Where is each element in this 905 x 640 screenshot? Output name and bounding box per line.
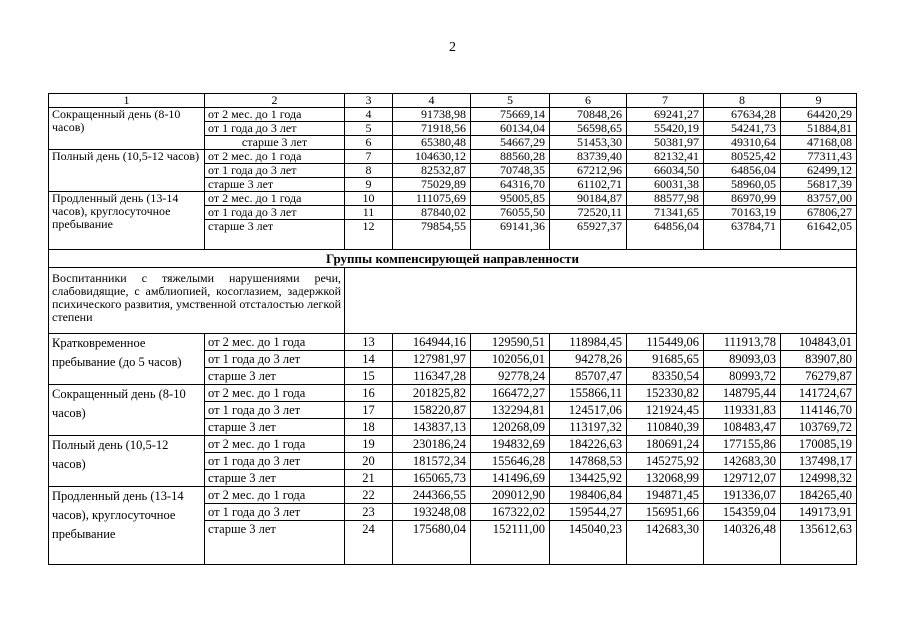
value-cell: 152330,82 xyxy=(627,385,704,402)
section-title: Группы компенсирующей направленности xyxy=(49,250,857,268)
value-cell: 141724,67 xyxy=(781,385,857,402)
value-cell: 104843,01 xyxy=(781,334,857,351)
row-index: 10 xyxy=(345,192,393,206)
value-cell: 193248,08 xyxy=(393,504,471,521)
value-cell: 56817,39 xyxy=(781,178,857,192)
value-cell: 75669,14 xyxy=(471,108,550,122)
row-index: 21 xyxy=(345,470,393,487)
table-row xyxy=(49,487,857,504)
age-cell: от 1 года до 3 лет xyxy=(205,122,345,136)
table-row xyxy=(49,436,857,453)
value-cell: 129590,51 xyxy=(471,334,550,351)
age-cell: от 2 мес. до 1 года xyxy=(205,192,345,206)
value-cell: 60031,38 xyxy=(627,178,704,192)
row-index: 20 xyxy=(345,453,393,470)
value-cell: 155646,28 xyxy=(471,453,550,470)
value-cell: 54241,73 xyxy=(704,122,781,136)
value-cell: 70848,26 xyxy=(550,108,627,122)
value-cell: 50381,97 xyxy=(627,136,704,150)
value-cell: 191336,07 xyxy=(704,487,781,504)
value-cell: 198406,84 xyxy=(550,487,627,504)
value-cell: 149173,91 xyxy=(781,504,857,521)
value-cell: 135612,63 xyxy=(781,521,857,565)
value-cell: 124998,32 xyxy=(781,470,857,487)
value-cell: 137498,17 xyxy=(781,453,857,470)
value-cell: 67806,27 xyxy=(781,206,857,220)
value-cell: 80993,72 xyxy=(704,368,781,385)
group-label: Сокращенный день (8-10 часов) xyxy=(49,108,205,150)
section-description: Воспитанники с тяжелыми нарушениями речи, слабовидящие, с амблиопией, косоглазием, задержкой психического развития, умственной отсталостью легкой степени xyxy=(49,268,345,334)
value-cell: 108483,47 xyxy=(704,419,781,436)
value-cell: 167322,02 xyxy=(471,504,550,521)
value-cell: 129712,07 xyxy=(704,470,781,487)
row-index: 22 xyxy=(345,487,393,504)
value-cell: 69241,27 xyxy=(627,108,704,122)
value-cell: 83757,00 xyxy=(781,192,857,206)
age-cell: от 2 мес. до 1 года xyxy=(205,385,345,402)
table-row xyxy=(49,150,857,164)
age-cell: старше 3 лет xyxy=(205,419,345,436)
value-cell: 166472,27 xyxy=(471,385,550,402)
header-cell: 5 xyxy=(471,94,550,108)
group-label: Кратковременное пребывание (до 5 часов) xyxy=(49,334,205,385)
value-cell: 67634,28 xyxy=(704,108,781,122)
value-cell: 142683,30 xyxy=(704,453,781,470)
row-index: 17 xyxy=(345,402,393,419)
age-cell: старше 3 лет xyxy=(205,470,345,487)
description-row xyxy=(49,268,857,334)
value-cell: 230186,24 xyxy=(393,436,471,453)
age-cell: старше 3 лет xyxy=(205,521,345,565)
header-row xyxy=(49,94,857,108)
value-cell: 71341,65 xyxy=(627,206,704,220)
value-cell: 159544,27 xyxy=(550,504,627,521)
value-cell: 83350,54 xyxy=(627,368,704,385)
value-cell: 63784,71 xyxy=(704,220,781,250)
value-cell: 104630,12 xyxy=(393,150,471,164)
age-cell: старше 3 лет xyxy=(205,178,345,192)
value-cell: 87840,02 xyxy=(393,206,471,220)
header-cell: 3 xyxy=(345,94,393,108)
header-cell: 8 xyxy=(704,94,781,108)
value-cell: 82132,41 xyxy=(627,150,704,164)
value-cell: 143837,13 xyxy=(393,419,471,436)
value-cell: 91738,98 xyxy=(393,108,471,122)
value-cell: 244366,55 xyxy=(393,487,471,504)
value-cell: 154359,04 xyxy=(704,504,781,521)
value-cell: 70163,19 xyxy=(704,206,781,220)
value-cell: 64316,70 xyxy=(471,178,550,192)
value-cell: 119331,83 xyxy=(704,402,781,419)
value-cell: 148795,44 xyxy=(704,385,781,402)
age-cell: старше 3 лет xyxy=(205,220,345,250)
value-cell: 141496,69 xyxy=(471,470,550,487)
value-cell: 91685,65 xyxy=(627,351,704,368)
value-cell: 86970,99 xyxy=(704,192,781,206)
value-cell: 94278,26 xyxy=(550,351,627,368)
group-label: Полный день (10,5-12 часов) xyxy=(49,436,205,487)
value-cell: 164944,16 xyxy=(393,334,471,351)
value-cell: 71918,56 xyxy=(393,122,471,136)
age-cell: старше 3 лет xyxy=(205,368,345,385)
value-cell: 132294,81 xyxy=(471,402,550,419)
age-cell: от 1 года до 3 лет xyxy=(205,351,345,368)
row-index: 5 xyxy=(345,122,393,136)
row-index: 13 xyxy=(345,334,393,351)
row-index: 9 xyxy=(345,178,393,192)
value-cell: 51884,81 xyxy=(781,122,857,136)
table-row xyxy=(49,385,857,402)
table-row xyxy=(49,334,857,351)
value-cell: 70748,35 xyxy=(471,164,550,178)
value-cell: 64420,29 xyxy=(781,108,857,122)
value-cell: 201825,82 xyxy=(393,385,471,402)
row-index: 11 xyxy=(345,206,393,220)
header-cell: 9 xyxy=(781,94,857,108)
value-cell: 95005,85 xyxy=(471,192,550,206)
row-index: 15 xyxy=(345,368,393,385)
row-index: 24 xyxy=(345,521,393,565)
value-cell: 61102,71 xyxy=(550,178,627,192)
value-cell: 88560,28 xyxy=(471,150,550,164)
value-cell: 145040,23 xyxy=(550,521,627,565)
value-cell: 103769,72 xyxy=(781,419,857,436)
value-cell: 89093,03 xyxy=(704,351,781,368)
value-cell: 142683,30 xyxy=(627,521,704,565)
value-cell: 90184,87 xyxy=(550,192,627,206)
value-cell: 194871,45 xyxy=(627,487,704,504)
value-cell: 60134,04 xyxy=(471,122,550,136)
row-index: 7 xyxy=(345,150,393,164)
value-cell: 67212,96 xyxy=(550,164,627,178)
group-label: Продленный день (13-14 часов), круглосуточное пребывание xyxy=(49,192,205,250)
value-cell: 64856,04 xyxy=(627,220,704,250)
value-cell: 66034,50 xyxy=(627,164,704,178)
row-index: 23 xyxy=(345,504,393,521)
value-cell: 165065,73 xyxy=(393,470,471,487)
value-cell: 170085,19 xyxy=(781,436,857,453)
value-cell: 194832,69 xyxy=(471,436,550,453)
value-cell: 209012,90 xyxy=(471,487,550,504)
row-index: 12 xyxy=(345,220,393,250)
value-cell: 180691,24 xyxy=(627,436,704,453)
value-cell: 175680,04 xyxy=(393,521,471,565)
value-cell: 47168,08 xyxy=(781,136,857,150)
value-cell: 132068,99 xyxy=(627,470,704,487)
age-cell: от 2 мес. до 1 года xyxy=(205,487,345,504)
header-cell: 2 xyxy=(205,94,345,108)
header-cell: 1 xyxy=(49,94,205,108)
value-cell: 184265,40 xyxy=(781,487,857,504)
value-cell: 83739,40 xyxy=(550,150,627,164)
value-cell: 85707,47 xyxy=(550,368,627,385)
group-label: Полный день (10,5-12 часов) xyxy=(49,150,205,192)
value-cell: 72520,11 xyxy=(550,206,627,220)
value-cell: 54667,29 xyxy=(471,136,550,150)
value-cell: 118984,45 xyxy=(550,334,627,351)
header-cell: 4 xyxy=(393,94,471,108)
value-cell: 76279,87 xyxy=(781,368,857,385)
value-cell: 124517,06 xyxy=(550,402,627,419)
table-body xyxy=(49,94,857,565)
table-row xyxy=(49,108,857,122)
age-cell: от 1 года до 3 лет xyxy=(205,504,345,521)
value-cell: 88577,98 xyxy=(627,192,704,206)
age-cell: от 2 мес. до 1 года xyxy=(205,150,345,164)
value-cell: 56598,65 xyxy=(550,122,627,136)
value-cell: 55420,19 xyxy=(627,122,704,136)
age-cell: от 2 мес. до 1 года xyxy=(205,436,345,453)
value-cell: 49310,64 xyxy=(704,136,781,150)
value-cell: 65927,37 xyxy=(550,220,627,250)
value-cell: 145275,92 xyxy=(627,453,704,470)
value-cell: 111075,69 xyxy=(393,192,471,206)
value-cell: 184226,63 xyxy=(550,436,627,453)
value-cell: 51453,30 xyxy=(550,136,627,150)
value-cell: 113197,32 xyxy=(550,419,627,436)
value-cell: 127981,97 xyxy=(393,351,471,368)
value-cell: 120268,09 xyxy=(471,419,550,436)
group-label: Продленный день (13-14 часов), круглосуточное пребывание xyxy=(49,487,205,565)
header-cell: 7 xyxy=(627,94,704,108)
value-cell: 121924,45 xyxy=(627,402,704,419)
row-index: 19 xyxy=(345,436,393,453)
section-title-row xyxy=(49,250,857,268)
value-cell: 102056,01 xyxy=(471,351,550,368)
row-index: 14 xyxy=(345,351,393,368)
age-cell: от 1 года до 3 лет xyxy=(205,206,345,220)
value-cell: 80525,42 xyxy=(704,150,781,164)
value-cell: 134425,92 xyxy=(550,470,627,487)
value-cell: 152111,00 xyxy=(471,521,550,565)
value-cell: 64856,04 xyxy=(704,164,781,178)
age-cell: старше 3 лет xyxy=(205,136,345,150)
value-cell: 155866,11 xyxy=(550,385,627,402)
value-cell: 62499,12 xyxy=(781,164,857,178)
table-row xyxy=(49,192,857,206)
value-cell: 61642,05 xyxy=(781,220,857,250)
row-index: 6 xyxy=(345,136,393,150)
value-cell: 83907,80 xyxy=(781,351,857,368)
value-cell: 181572,34 xyxy=(393,453,471,470)
value-cell: 114146,70 xyxy=(781,402,857,419)
group-label: Сокращенный день (8-10 часов) xyxy=(49,385,205,436)
value-cell: 111913,78 xyxy=(704,334,781,351)
value-cell: 158220,87 xyxy=(393,402,471,419)
value-cell: 156951,66 xyxy=(627,504,704,521)
age-cell: от 1 года до 3 лет xyxy=(205,164,345,178)
value-cell: 65380,48 xyxy=(393,136,471,150)
value-cell: 75029,89 xyxy=(393,178,471,192)
header-cell: 6 xyxy=(550,94,627,108)
value-cell: 79854,55 xyxy=(393,220,471,250)
age-cell: от 1 года до 3 лет xyxy=(205,453,345,470)
row-index: 4 xyxy=(345,108,393,122)
value-cell: 147868,53 xyxy=(550,453,627,470)
tariff-table xyxy=(48,93,857,565)
age-cell: от 1 года до 3 лет xyxy=(205,402,345,419)
age-cell: от 2 мес. до 1 года xyxy=(205,108,345,122)
value-cell: 76055,50 xyxy=(471,206,550,220)
value-cell: 77311,43 xyxy=(781,150,857,164)
age-cell: от 2 мес. до 1 года xyxy=(205,334,345,351)
row-index: 8 xyxy=(345,164,393,178)
value-cell: 110840,39 xyxy=(627,419,704,436)
value-cell: 82532,87 xyxy=(393,164,471,178)
value-cell: 115449,06 xyxy=(627,334,704,351)
value-cell: 69141,36 xyxy=(471,220,550,250)
empty-cell xyxy=(345,268,857,334)
value-cell: 140326,48 xyxy=(704,521,781,565)
value-cell: 177155,86 xyxy=(704,436,781,453)
value-cell: 58960,05 xyxy=(704,178,781,192)
value-cell: 92778,24 xyxy=(471,368,550,385)
row-index: 18 xyxy=(345,419,393,436)
page-number: 2 xyxy=(449,40,456,55)
row-index: 16 xyxy=(345,385,393,402)
value-cell: 116347,28 xyxy=(393,368,471,385)
